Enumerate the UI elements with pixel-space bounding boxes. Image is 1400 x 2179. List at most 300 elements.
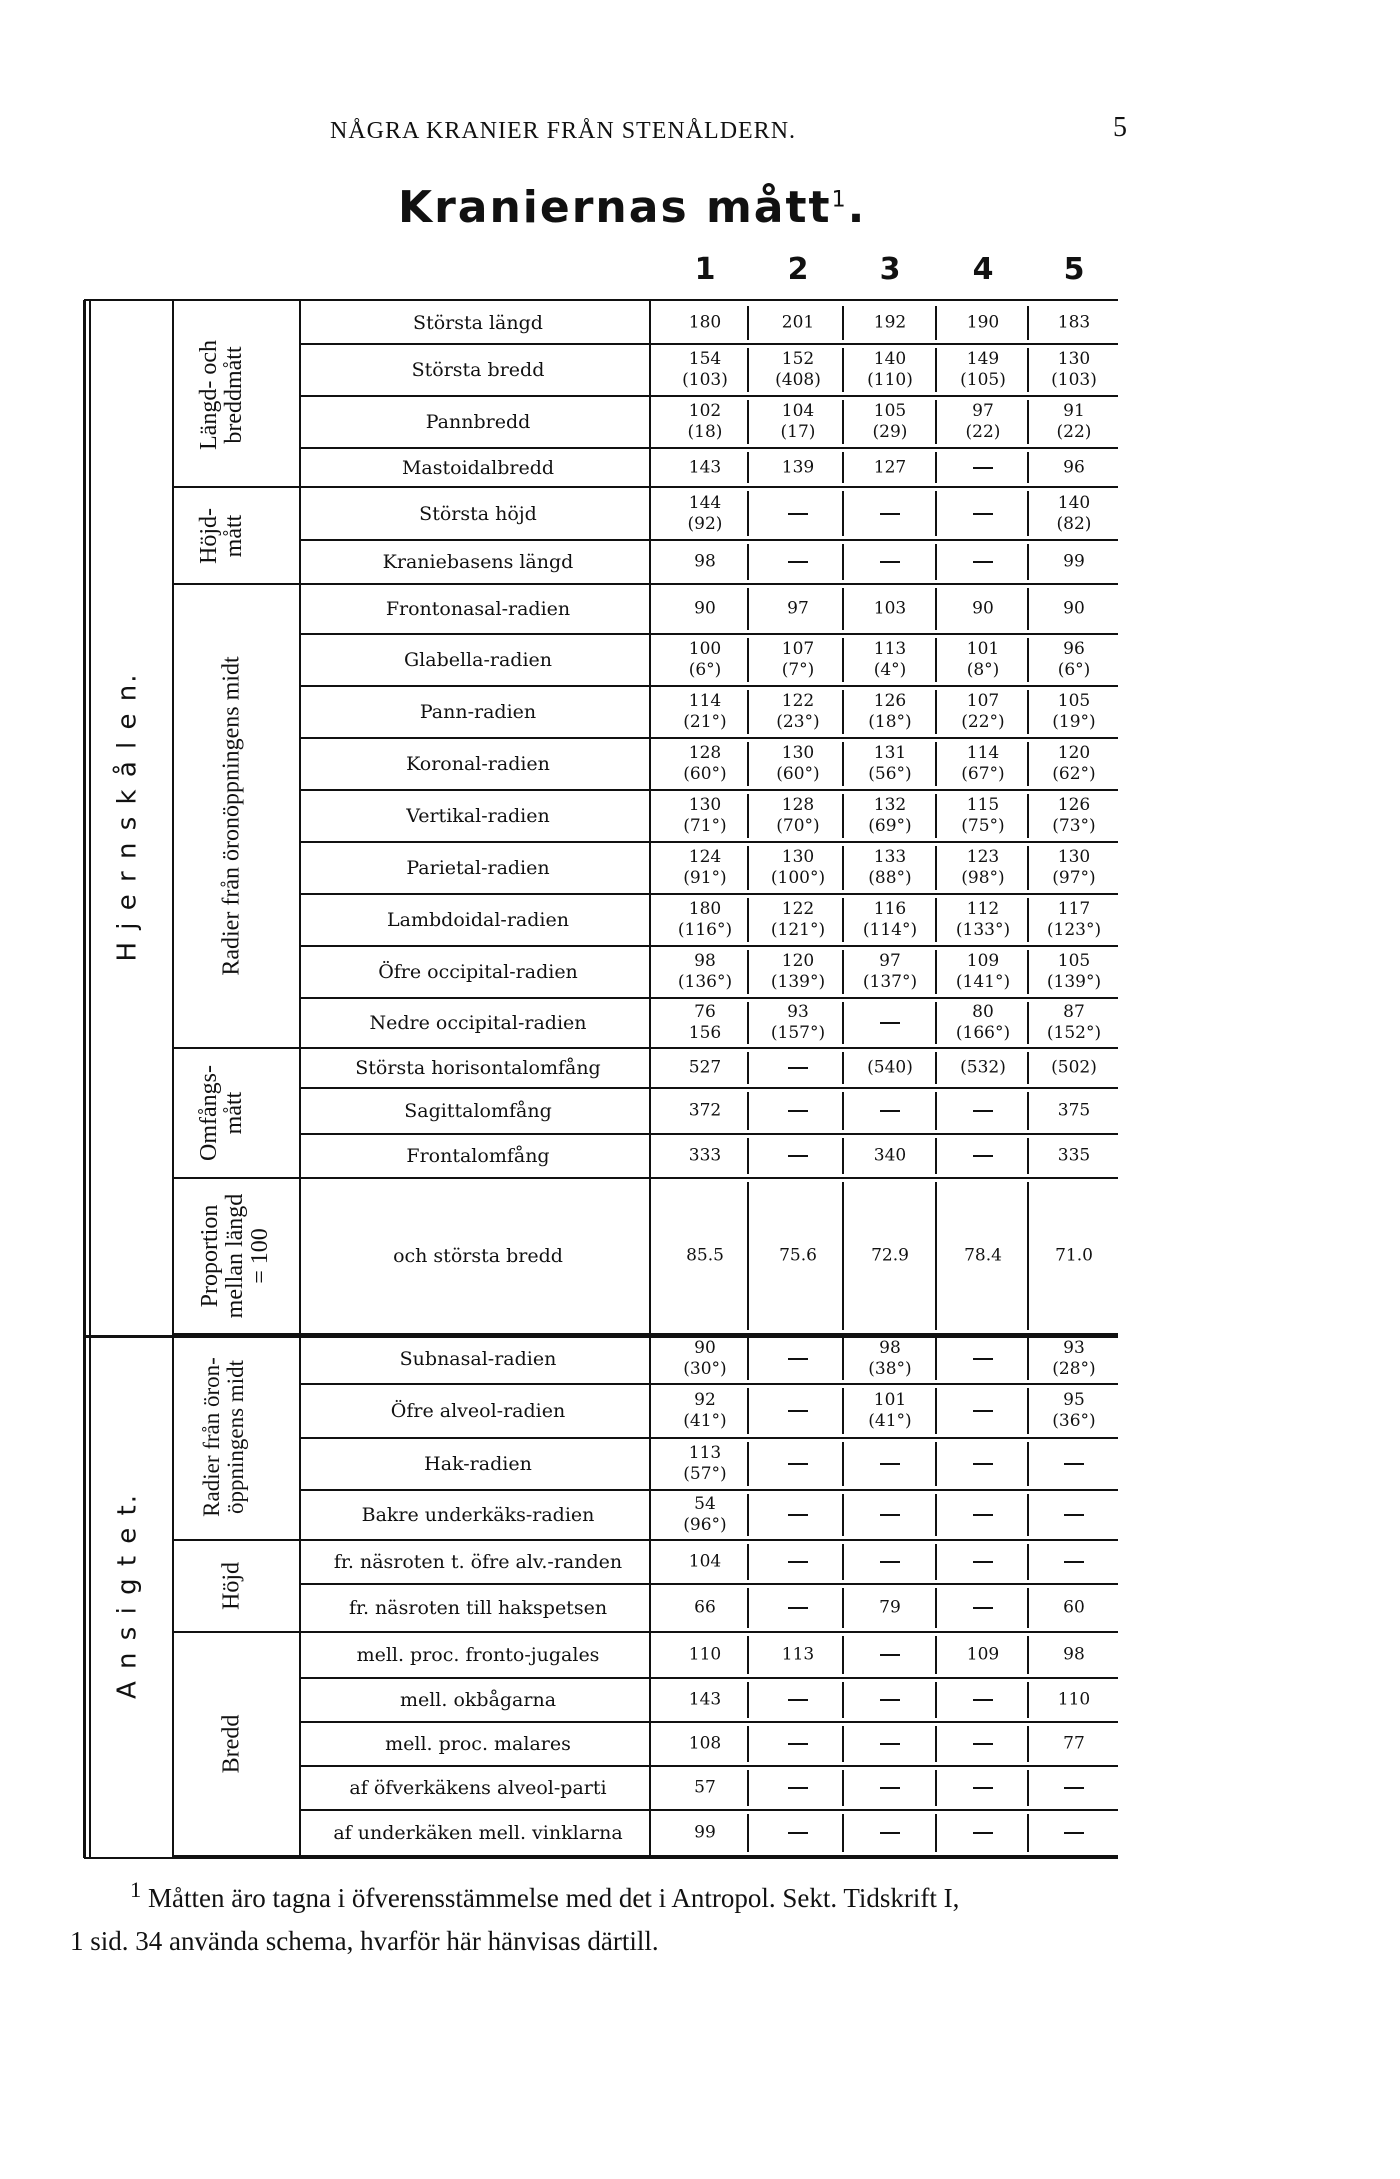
data-cell (683, 1443, 726, 1486)
data-cell-line: (60°) (683, 764, 727, 784)
row-rule (300, 685, 1118, 687)
dash-mark (788, 1607, 808, 1609)
column-rule (747, 950, 749, 994)
group-label-1: Längd- och breddmått (195, 339, 247, 450)
dash-mark (788, 1410, 808, 1412)
dash-mark (973, 1699, 993, 1701)
data-cell-line: 103 (873, 598, 907, 619)
column-rule (842, 1052, 844, 1084)
data-cell-line: (67°) (961, 764, 1005, 784)
title-footnote-mark: 1 (831, 187, 848, 213)
column-rule (1027, 348, 1029, 392)
row-rule (300, 1809, 1118, 1811)
data-cell-line: 91 (1063, 400, 1085, 421)
data-cell (960, 349, 1006, 392)
data-cell (782, 639, 815, 682)
data-cell-line: 113 (688, 1442, 722, 1463)
data-cell (967, 639, 1000, 682)
row-label: och största bredd (393, 1245, 563, 1267)
row-label: Frontalomfång (406, 1145, 550, 1167)
column-rule (747, 452, 749, 483)
row-rule (300, 945, 1118, 947)
data-cell-line: 109 (966, 1644, 1000, 1665)
column-rule (747, 544, 749, 580)
data-cell (694, 1777, 716, 1798)
column-rule (747, 1052, 749, 1084)
data-cell-line: (21°) (683, 712, 727, 732)
data-cell-line: (18) (687, 422, 723, 442)
data-cell-line: (6°) (1057, 660, 1091, 680)
group-rule (173, 1333, 1118, 1335)
column-rule (935, 1814, 937, 1852)
data-cell-line: 57 (694, 1777, 716, 1798)
data-cell-line: 105 (1057, 690, 1091, 711)
data-cell-line: 114 (688, 690, 722, 711)
column-rule (935, 950, 937, 994)
column-rule (935, 1544, 937, 1580)
row-label: Hak-radien (424, 1453, 532, 1475)
column-rule (935, 491, 937, 536)
data-cell-line: (60°) (776, 764, 820, 784)
column-rule (935, 400, 937, 444)
data-cell-line: (62°) (1052, 764, 1096, 784)
column-rule (935, 1182, 937, 1330)
column-rule (842, 544, 844, 580)
row-label: fr. näsroten t. öfre alv.-randen (333, 1551, 623, 1573)
section-label-2: A n s i g t e t. (112, 1492, 143, 1700)
row-label: Största längd (413, 312, 543, 334)
title-period: . (847, 182, 867, 233)
column-rule (1027, 1682, 1029, 1718)
column-rule (747, 1338, 749, 1380)
data-cell-line: 154 (688, 348, 722, 369)
data-cell (960, 1057, 1006, 1078)
data-cell (771, 847, 825, 890)
column-rule (935, 742, 937, 786)
data-cell-line: (28°) (1052, 1359, 1096, 1379)
row-label: Öfre occipital-radien (378, 961, 578, 983)
data-cell-line: (502) (1051, 1057, 1097, 1078)
row-label: Subnasal-radien (399, 1348, 557, 1370)
column-rule (842, 491, 844, 536)
column-rule (842, 742, 844, 786)
data-cell (868, 1390, 911, 1433)
row-rule (300, 1721, 1118, 1723)
row-label: mell. okbågarna (399, 1689, 557, 1711)
column-rule (935, 898, 937, 942)
row-label: Lambdoidal-radien (387, 909, 569, 931)
data-cell-line: 80 (972, 1001, 994, 1022)
data-cell-line: (17) (780, 422, 816, 442)
data-cell (967, 312, 999, 333)
row-rule (300, 789, 1118, 791)
column-rule (747, 491, 749, 536)
data-cell (964, 1245, 1002, 1266)
data-cell (961, 795, 1004, 838)
column-rule (842, 1636, 844, 1674)
data-cell (683, 1390, 726, 1433)
data-cell-line: 143 (688, 1689, 722, 1710)
group-label-5: Proportion mellan längd = 100 (197, 1193, 274, 1319)
data-cell (1063, 551, 1085, 572)
column-rule (935, 588, 937, 630)
column-rule (1027, 1494, 1029, 1536)
column-rule (935, 1052, 937, 1084)
data-cell-line: (105) (960, 370, 1006, 390)
data-cell-line: (30°) (683, 1359, 727, 1379)
dash-mark (1064, 1787, 1084, 1789)
column-rule (935, 348, 937, 392)
table-bottom-rule (84, 1857, 1118, 1859)
data-cell-line: (166°) (955, 1023, 1011, 1043)
dash-mark (973, 561, 993, 563)
data-cell-line: 97 (879, 950, 901, 971)
dash-mark (880, 561, 900, 563)
data-cell-line: 90 (694, 1337, 716, 1358)
data-cell (871, 1245, 909, 1266)
data-cell-line: 180 (688, 898, 722, 919)
column-rule (935, 544, 937, 580)
dash-mark (788, 1832, 808, 1834)
column-header-2: 2 (787, 252, 809, 287)
column-rule (1027, 1002, 1029, 1044)
dash-mark (788, 1743, 808, 1745)
row-label: Nedre occipital-radien (369, 1012, 587, 1034)
data-cell (874, 1145, 906, 1166)
group-rule (173, 486, 1118, 488)
column-rule (747, 1544, 749, 1580)
data-cell-line: (36°) (1052, 1411, 1096, 1431)
data-cell (688, 492, 723, 535)
data-cell (1051, 349, 1097, 392)
data-cell (689, 1145, 721, 1166)
data-cell (686, 1245, 724, 1266)
data-cell (694, 551, 716, 572)
dash-mark (788, 1787, 808, 1789)
data-cell (961, 691, 1004, 734)
group-rule (173, 1047, 1118, 1049)
data-cell-line: 98 (694, 950, 716, 971)
data-cell-line: 78.4 (964, 1245, 1002, 1266)
column-rule (1027, 1726, 1029, 1762)
row-label: mell. proc. malares (385, 1733, 571, 1755)
column-rule (842, 1002, 844, 1044)
data-cell-line: 98 (694, 551, 716, 572)
dash-mark (973, 1410, 993, 1412)
column-rule (1027, 638, 1029, 682)
column-rule (747, 898, 749, 942)
dash-mark (973, 1110, 993, 1112)
data-cell-line: (100°) (770, 868, 826, 888)
data-cell (682, 349, 728, 392)
column-rule (747, 794, 749, 838)
column-rule (747, 1442, 749, 1486)
table-title-text: Kraniernas mått (398, 182, 832, 233)
column-rule (935, 846, 937, 890)
row-label: Vertikal-radien (406, 805, 550, 827)
row-rule (300, 841, 1118, 843)
data-cell-line: 333 (688, 1145, 722, 1166)
data-cell-line: (141°) (955, 972, 1011, 992)
dash-mark (1064, 1832, 1084, 1834)
group-label-6: Radier från öron-öppningens midt (198, 1357, 248, 1517)
column-rule (747, 690, 749, 734)
dash-mark (973, 1832, 993, 1834)
data-cell (694, 1597, 716, 1618)
data-cell-line: 124 (688, 846, 722, 867)
data-cell-line: 101 (966, 638, 1000, 659)
data-cell (966, 401, 1001, 444)
data-cell-line: 117 (1057, 898, 1091, 919)
data-cell-line: (4°) (873, 660, 907, 680)
table-title (398, 182, 866, 233)
dash-mark (880, 1110, 900, 1112)
column-rule (1027, 544, 1029, 580)
column-rule (1027, 1636, 1029, 1674)
data-cell (1057, 492, 1092, 535)
group-label-2: Höjd-mått (195, 507, 247, 564)
running-head: NÅGRA KRANIER FRÅN STENÅLDERN. (330, 118, 797, 144)
column-rule (747, 348, 749, 392)
data-cell-line: 105 (873, 400, 907, 421)
dash-mark (788, 561, 808, 563)
data-cell (781, 401, 816, 444)
label-column-rule (299, 300, 301, 1858)
column-rule (747, 1770, 749, 1806)
dash-mark (788, 1110, 808, 1112)
row-rule (300, 395, 1118, 397)
data-cell-line: 114 (966, 742, 1000, 763)
column-rule (842, 400, 844, 444)
data-cell-line: (56°) (868, 764, 912, 784)
column-rule (1027, 1338, 1029, 1380)
data-cell-line: 72.9 (871, 1245, 909, 1266)
column-rule (1027, 742, 1029, 786)
row-label: Största bredd (411, 359, 545, 381)
column-rule (935, 1338, 937, 1380)
data-cell (678, 899, 732, 942)
row-label: Bakre underkäks-radien (361, 1504, 595, 1526)
data-cell (874, 457, 906, 478)
data-cell (689, 1100, 721, 1121)
dash-mark (1064, 1514, 1084, 1516)
data-cell-line: 183 (1057, 312, 1091, 333)
column-rule (935, 690, 937, 734)
column-rule (747, 1388, 749, 1434)
row-label: fr. näsroten till hakspetsen (348, 1597, 608, 1619)
data-cell-line: 128 (781, 794, 815, 815)
section-label-1: H j e r n s k å l e n. (112, 672, 143, 962)
data-cell-line: 140 (873, 348, 907, 369)
data-cell (782, 457, 814, 478)
data-cell (1058, 1145, 1090, 1166)
data-cell-line: 375 (1057, 1100, 1091, 1121)
data-cell-line: 97 (972, 400, 994, 421)
row-rule (300, 893, 1118, 895)
data-cell (776, 691, 819, 734)
data-cell (689, 1002, 721, 1045)
row-label: Frontonasal-radien (385, 598, 571, 620)
group-rule (173, 1855, 1118, 1857)
data-cell-line: (91°) (683, 868, 727, 888)
data-cell-line: (19°) (1052, 712, 1096, 732)
row-label: Öfre alveol-radien (390, 1400, 566, 1422)
column-rule (935, 1002, 937, 1044)
data-cell-line: (157°) (770, 1023, 826, 1043)
data-cell-line: (6°) (688, 660, 722, 680)
data-cell-line: 123 (966, 846, 1000, 867)
data-cell (863, 951, 917, 994)
data-cell (956, 951, 1010, 994)
data-cell (956, 899, 1010, 942)
column-rule (747, 846, 749, 890)
data-cell-line: 113 (781, 1644, 815, 1665)
column-rule (842, 1544, 844, 1580)
dash-mark (973, 1463, 993, 1465)
data-cell (874, 598, 906, 619)
column-rule (1027, 452, 1029, 483)
column-rule (1027, 794, 1029, 838)
data-cell (694, 1822, 716, 1843)
group-rule (173, 1177, 1118, 1179)
dash-mark (788, 513, 808, 515)
data-cell-line: (69°) (868, 816, 912, 836)
footnote-line-1 (130, 1872, 1140, 1920)
column-rule (842, 1442, 844, 1486)
data-cell (1057, 401, 1092, 444)
data-cell-line: (136°) (677, 972, 733, 992)
data-cell-line: 108 (688, 1733, 722, 1754)
data-cell (1063, 1733, 1085, 1754)
data-cell (1052, 691, 1095, 734)
dash-mark (880, 1787, 900, 1789)
column-rule (935, 1494, 937, 1536)
dash-mark (788, 1067, 808, 1069)
data-cell (1063, 1644, 1085, 1665)
data-cell (868, 743, 911, 786)
data-cell (863, 899, 917, 942)
data-cell (694, 598, 716, 619)
column-rule (747, 306, 749, 340)
data-cell (1047, 899, 1101, 942)
row-rule (300, 447, 1118, 449)
data-cell-line: 130 (781, 846, 815, 867)
row-label: Största horisontalomfång (355, 1057, 601, 1079)
column-rule (1027, 1052, 1029, 1084)
dash-mark (880, 1514, 900, 1516)
column-rule (1027, 491, 1029, 536)
column-rule (1027, 846, 1029, 890)
data-cell-line: 76 (694, 1001, 716, 1022)
row-rule (300, 343, 1118, 345)
data-cell-line: 98 (879, 1337, 901, 1358)
column-rule (1027, 1588, 1029, 1628)
data-cell (1058, 312, 1090, 333)
data-cell-line: 95 (1063, 1389, 1085, 1410)
column-rule (747, 1494, 749, 1536)
data-cell-line: 132 (873, 794, 907, 815)
data-cell-line: 128 (688, 742, 722, 763)
data-cell-line: 99 (1063, 551, 1085, 572)
data-cell-line: 71.0 (1055, 1245, 1093, 1266)
column-rule (935, 306, 937, 340)
data-cell-line: 109 (966, 950, 1000, 971)
data-cell-line: 93 (1063, 1337, 1085, 1358)
dash-mark (973, 1155, 993, 1157)
column-rule (747, 1138, 749, 1174)
data-cell-line: 126 (873, 690, 907, 711)
dash-mark (880, 1699, 900, 1701)
data-cell (868, 691, 911, 734)
data-cell-line: 130 (781, 742, 815, 763)
data-cell-line: 340 (873, 1145, 907, 1166)
column-rule (747, 1588, 749, 1628)
data-cell-line: 75.6 (779, 1245, 817, 1266)
dash-mark (973, 1514, 993, 1516)
data-cell-line: (41°) (868, 1411, 912, 1431)
column-rule (935, 1138, 937, 1174)
data-column-rule (649, 300, 651, 1858)
column-rule (1027, 1814, 1029, 1852)
data-cell-line: 156 (688, 1023, 722, 1043)
column-rule (935, 452, 937, 483)
row-rule (300, 539, 1118, 541)
data-cell-line: 149 (966, 348, 1000, 369)
data-cell-line: (152°) (1046, 1023, 1102, 1043)
data-cell-line: (22) (965, 422, 1001, 442)
data-cell-line: 102 (688, 400, 722, 421)
data-cell-line: (137°) (862, 972, 918, 992)
data-cell-line: (532) (960, 1057, 1006, 1078)
data-cell-line: 97 (787, 598, 809, 619)
data-cell (967, 1644, 999, 1665)
row-rule (300, 997, 1118, 999)
data-cell-line: 122 (781, 690, 815, 711)
dash-mark (880, 1654, 900, 1656)
data-cell (1058, 1689, 1090, 1710)
data-cell (771, 951, 825, 994)
data-cell (1051, 1057, 1097, 1078)
data-cell (868, 795, 911, 838)
data-cell (874, 312, 906, 333)
data-cell-line: (98°) (961, 868, 1005, 888)
column-rule (842, 794, 844, 838)
data-cell-line: (408) (775, 370, 821, 390)
column-rule (935, 1726, 937, 1762)
data-cell (1052, 1338, 1095, 1381)
data-cell-line: (103) (1051, 370, 1097, 390)
column-rule (935, 1588, 937, 1628)
row-rule (300, 1133, 1118, 1135)
dash-mark (788, 1155, 808, 1157)
data-cell-line: 87 (1063, 1001, 1085, 1022)
row-rule (300, 1087, 1118, 1089)
dash-mark (1064, 1561, 1084, 1563)
column-rule (747, 742, 749, 786)
dash-mark (880, 1022, 900, 1024)
data-cell-line: 107 (966, 690, 1000, 711)
data-cell-line: 85.5 (686, 1245, 724, 1266)
data-cell-line: 66 (694, 1597, 716, 1618)
data-cell-line: 93 (787, 1001, 809, 1022)
data-cell-line: 127 (873, 456, 907, 477)
column-rule (1027, 1092, 1029, 1130)
data-cell-line: 152 (781, 348, 815, 369)
data-cell (1052, 847, 1095, 890)
data-cell-line: 133 (873, 846, 907, 867)
data-cell-line: 90 (972, 598, 994, 619)
row-rule (300, 1677, 1118, 1679)
